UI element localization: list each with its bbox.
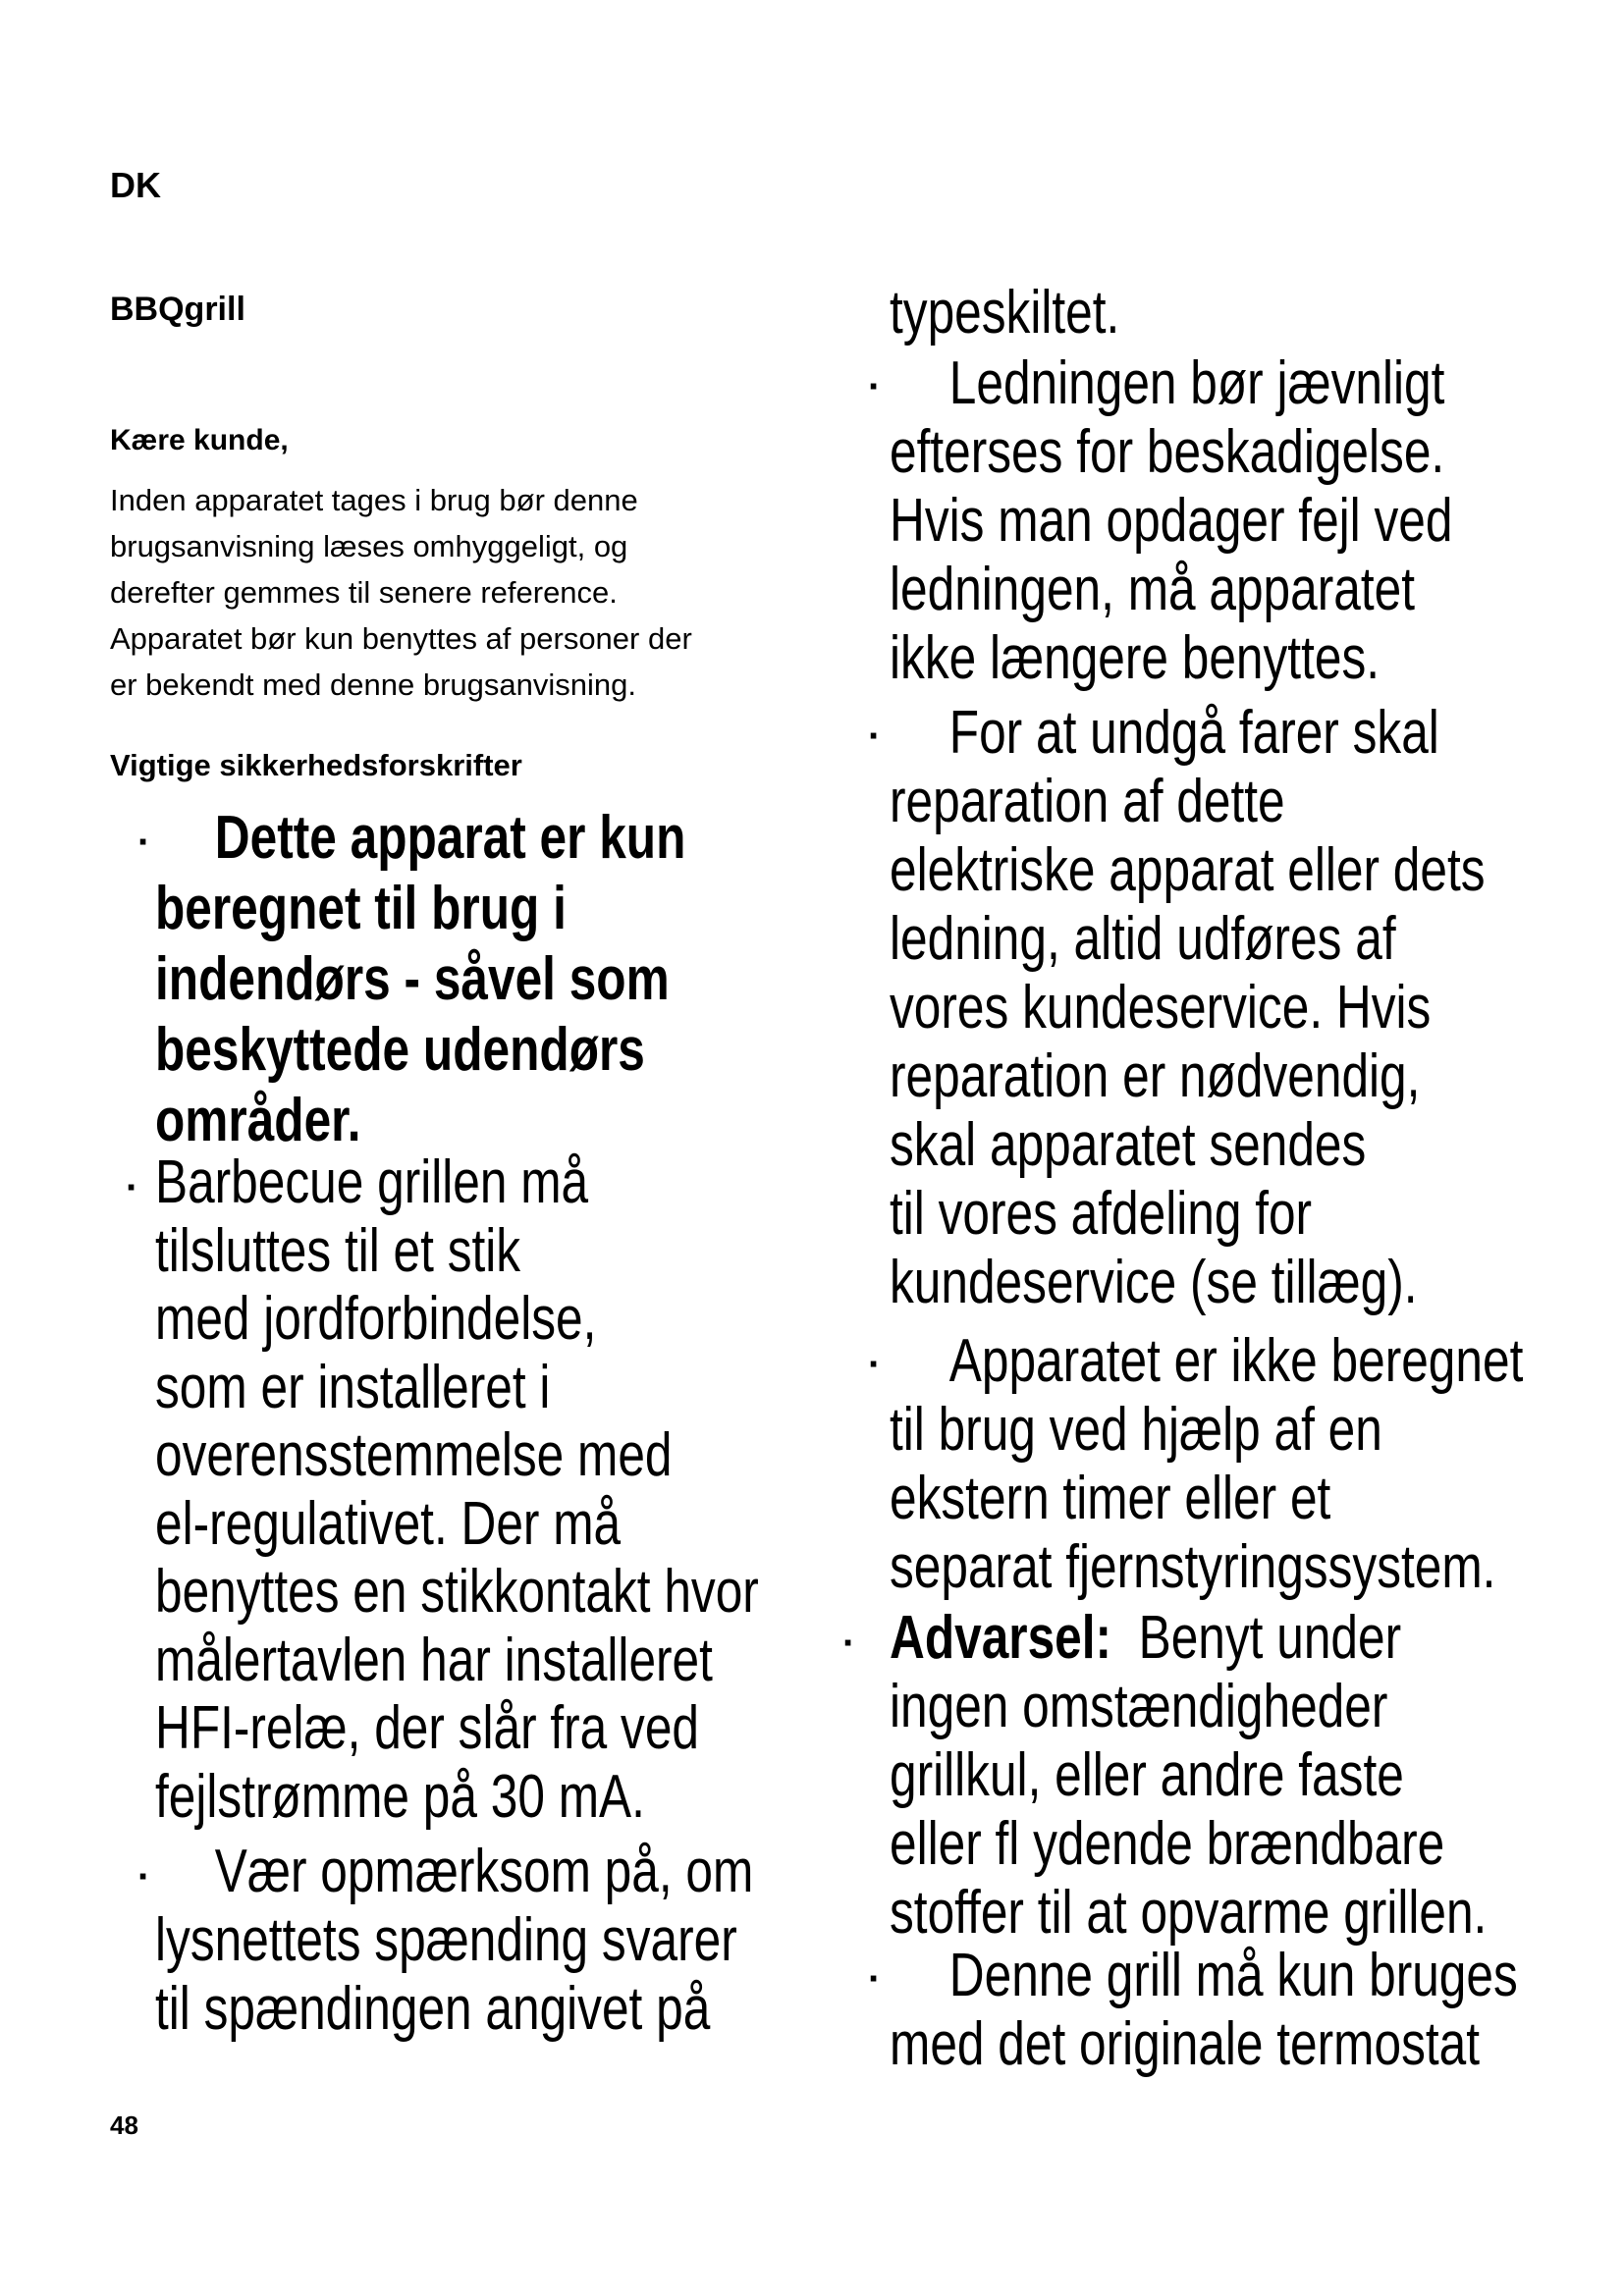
text-line: beregnet til brug i: [155, 875, 567, 942]
text-line: Hvis man opdager fejl ved: [890, 487, 1453, 555]
product-title: BBQgrill: [110, 291, 245, 328]
safety-item-5: [890, 699, 1486, 1317]
text-line: målertavlen har installeret: [155, 1626, 713, 1694]
text-line: indendørs - såvel som: [155, 945, 670, 1013]
text-line: elektriske apparat eller dets: [890, 836, 1486, 904]
text-line: områder.: [155, 1087, 361, 1154]
safety-item-8: [890, 1942, 1518, 2079]
continuation-text: [890, 279, 1119, 347]
text-line: benyttes en stikkontakt hvor: [155, 1558, 759, 1626]
bullet-marker: ·: [137, 1855, 151, 1898]
text-line: efterses for beskadigelse.: [890, 418, 1445, 486]
text-line: Denne grill må kun bruges: [948, 1942, 1518, 2009]
text-line: ledningen, må apparatet: [890, 556, 1415, 623]
text-line: For at undgå farer skal: [948, 699, 1439, 767]
safety-item-6: [890, 1327, 1523, 1602]
bullet-marker: ·: [868, 365, 882, 408]
bullet-marker: ·: [868, 1957, 882, 2001]
safety-item-2: [155, 1148, 759, 1831]
text-line: Ledningen bør jævnligt: [948, 349, 1445, 417]
bullet-marker: ·: [868, 715, 882, 758]
intro-line: er bekendt med denne brugsanvisning.: [110, 667, 636, 702]
text-line: fejlstrømme på 30 mA.: [155, 1762, 645, 1831]
text-line: typeskiltet.: [890, 279, 1120, 347]
text-line: lysnettets spænding svarer: [155, 1906, 737, 1974]
bullet-marker: ·: [137, 821, 151, 864]
text-line: til vores afdeling for: [890, 1180, 1313, 1248]
text-line: som er installeret i: [155, 1353, 551, 1421]
bullet-marker: ·: [868, 1343, 882, 1386]
text-line: Apparatet er ikke beregnet: [948, 1327, 1524, 1395]
text-line: Benyt under: [1138, 1604, 1402, 1672]
text-line: Vær opmærksom på, om: [214, 1838, 754, 1905]
text-line: el-regulativet. Der må: [155, 1489, 622, 1558]
text-line: reparation er nødvendig,: [890, 1042, 1421, 1110]
language-code: DK: [110, 165, 161, 205]
text-line: eller fl ydende brændbare: [890, 1810, 1445, 1878]
text-line: tilsluttes til et stik: [155, 1216, 521, 1285]
text-line: skal apparatet sendes: [890, 1111, 1367, 1179]
text-line: til spændingen angivet på: [155, 1975, 711, 2043]
text-line: Barbecue grillen må: [155, 1148, 589, 1216]
text-line: til brug ved hjælp af en: [890, 1396, 1382, 1464]
section-heading: Vigtige sikkerhedsforskrifter: [110, 748, 522, 782]
text-line: overensstemmelse med: [155, 1421, 673, 1489]
safety-item-3: [155, 1838, 753, 2044]
text-line: med det originale termostat: [890, 2010, 1481, 2078]
text-line: reparation af dette: [890, 768, 1285, 835]
warning-item: [890, 1604, 1487, 1948]
text-line: Dette apparat er kun: [214, 804, 686, 872]
text-line: HFI-relæ, der slår fra ved: [155, 1694, 700, 1762]
text-line: separat fjernstyringssystem.: [890, 1533, 1496, 1601]
greeting: Kære kunde,: [110, 424, 289, 456]
warning-label: Advarsel:: [890, 1604, 1112, 1672]
bullet-marker: ·: [842, 1622, 856, 1665]
warning-first-line: [890, 1604, 1487, 1673]
text-line: grillkul, eller andre faste: [890, 1741, 1404, 1809]
page-number: 48: [110, 2110, 138, 2140]
text-line: vores kundeservice. Hvis: [890, 974, 1432, 1041]
text-line: ledning, altid udføres af: [890, 905, 1396, 973]
intro-paragraph: [110, 477, 778, 708]
safety-item-4: [890, 349, 1452, 693]
text-line: med jordforbindelse,: [155, 1285, 597, 1353]
text-line: ingen omstændigheder: [890, 1673, 1388, 1740]
text-line: beskyttede udendørs: [155, 1016, 645, 1084]
intro-line: derefter gemmes til senere reference.: [110, 575, 618, 610]
intro-line: brugsanvisning læses omhyggeligt, og: [110, 529, 628, 563]
safety-item-1: [155, 803, 685, 1156]
text-line: kundeservice (se tillæg).: [890, 1249, 1418, 1316]
intro-line: Apparatet bør kun benyttes af personer der: [110, 621, 692, 656]
bullet-marker: ·: [126, 1166, 139, 1209]
text-line: stoffer til at opvarme grillen.: [890, 1879, 1488, 1947]
text-line: ikke længere benyttes.: [890, 624, 1380, 692]
text-line: ekstern timer eller et: [890, 1465, 1331, 1532]
intro-line: Inden apparatet tages i brug bør denne: [110, 483, 638, 517]
